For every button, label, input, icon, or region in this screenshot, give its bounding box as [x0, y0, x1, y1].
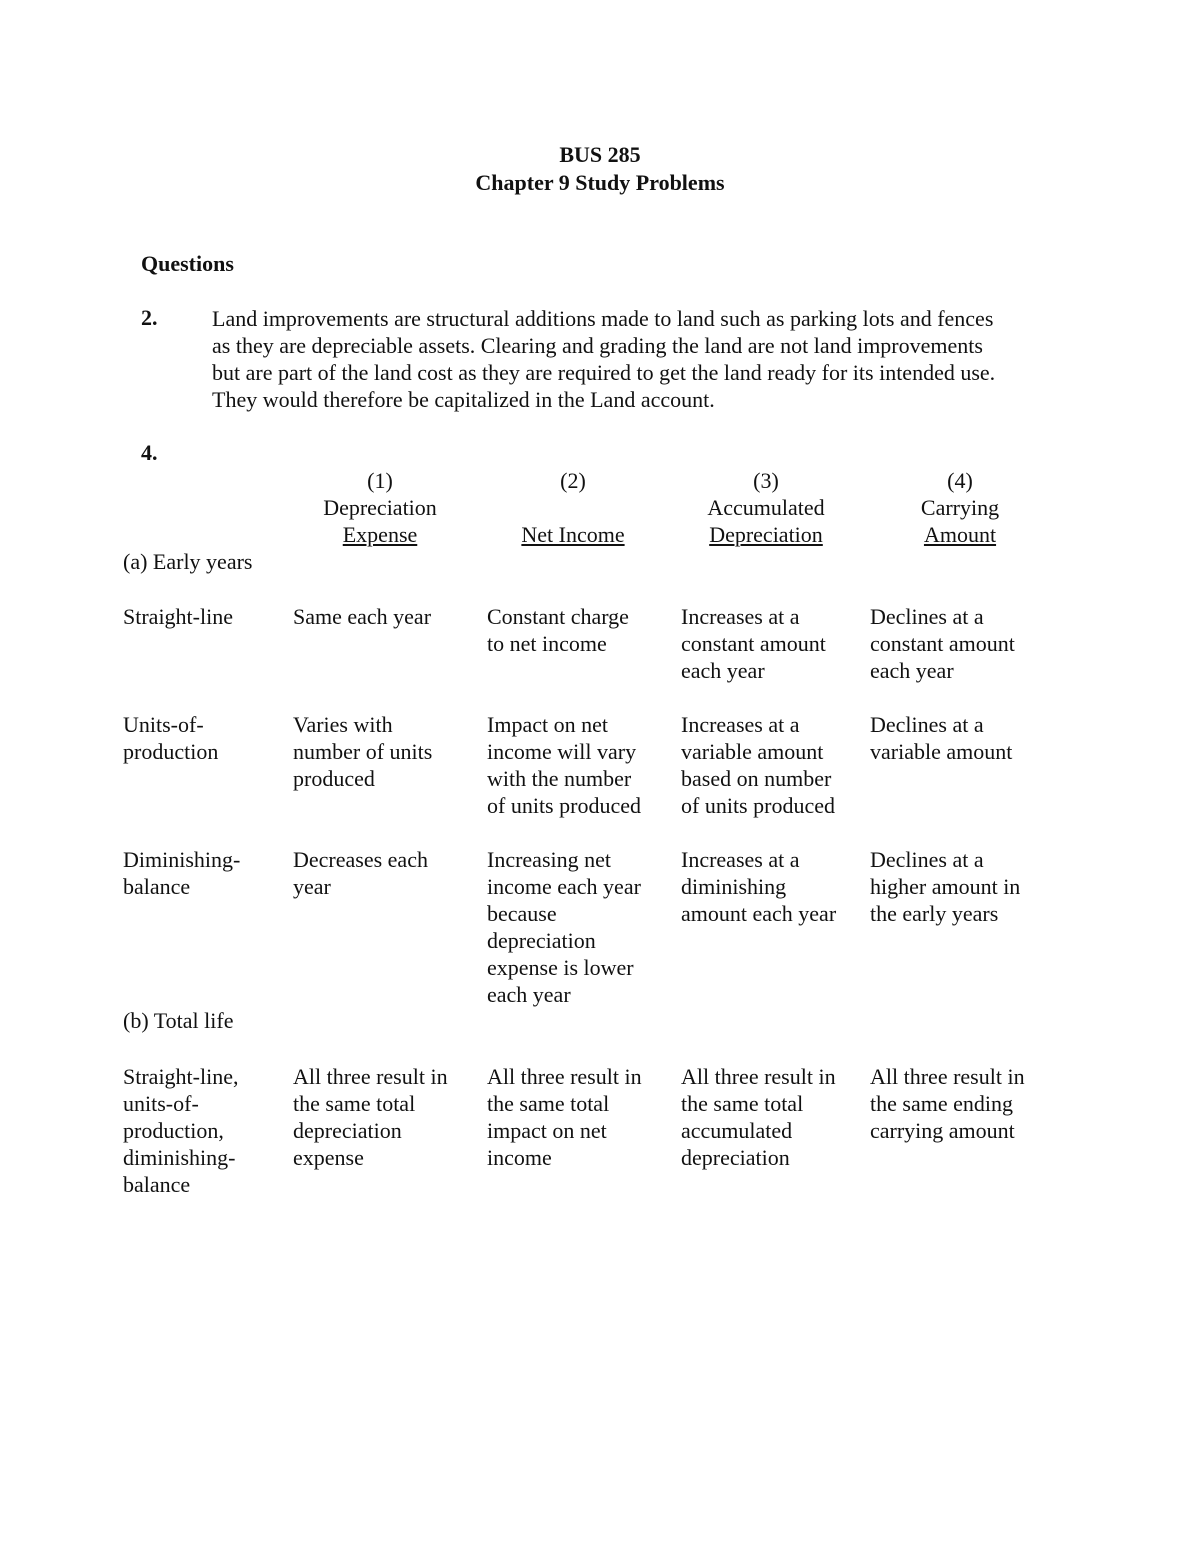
cell-line: based on number	[681, 766, 832, 791]
column-number: (4)	[947, 468, 973, 493]
section-total-life: (b) Total life	[123, 1008, 234, 1033]
cell-accumulated-depreciation	[681, 1063, 836, 1171]
cell-line: Constant charge	[487, 604, 629, 629]
cell-line: the same ending	[870, 1091, 1013, 1116]
column-title-underlined: Net Income	[521, 522, 625, 547]
cell-line: the same total	[681, 1091, 804, 1116]
page-title: Chapter 9 Study Problems	[475, 170, 725, 195]
cell-net-income	[487, 846, 641, 1008]
cell-line: depreciation	[293, 1118, 402, 1143]
cell-line: Decreases each	[293, 847, 428, 872]
column-header-carrying-amount	[870, 467, 1050, 548]
column-title-underlined: Amount	[923, 522, 997, 547]
cell-line: expense	[293, 1145, 364, 1170]
column-number: (1)	[367, 468, 393, 493]
cell-net-income	[487, 1063, 642, 1171]
cell-carrying-amount	[870, 603, 1015, 684]
question-2-line: but are part of the land cost as they are required to get the land ready for its intended use.	[212, 360, 996, 385]
cell-line: expense is lower	[487, 955, 634, 980]
cell-line: the same total	[293, 1091, 416, 1116]
cell-line: to net income	[487, 631, 607, 656]
row-label-line: Diminishing-	[123, 847, 241, 872]
question-2-line: They would therefore be capitalized in the Land account.	[212, 387, 715, 412]
row-label-line: balance	[123, 874, 191, 899]
cell-line: of units produced	[487, 793, 641, 818]
cell-line: Increasing net	[487, 847, 611, 872]
cell-carrying-amount	[870, 711, 1012, 765]
cell-line: variable amount	[870, 739, 1013, 764]
question-2-answer	[212, 305, 1072, 413]
column-title-line: Carrying	[920, 495, 1000, 520]
question-4-number: 4.	[141, 440, 158, 465]
cell-accumulated-depreciation	[681, 603, 826, 684]
cell-line: constant amount	[681, 631, 826, 656]
row-label-line: diminishing-	[123, 1145, 236, 1170]
cell-line: income will vary	[487, 739, 637, 764]
column-number: (3)	[753, 468, 779, 493]
cell-line: depreciation	[681, 1145, 790, 1170]
cell-line: higher amount in	[870, 874, 1021, 899]
cell-line: impact on net	[487, 1118, 607, 1143]
course-code: BUS 285	[559, 142, 641, 167]
cell-line: of units produced	[681, 793, 835, 818]
cell-line: All three result in	[293, 1064, 448, 1089]
cell-line: All three result in	[870, 1064, 1025, 1089]
cell-line: accumulated	[681, 1118, 793, 1143]
cell-line: depreciation	[487, 928, 596, 953]
cell-line: Increases at a	[681, 604, 800, 629]
cell-line: Same each year	[293, 604, 432, 629]
cell-line: All three result in	[681, 1064, 836, 1089]
column-title-line: Depreciation	[323, 495, 437, 520]
row-label-line: Straight-line	[123, 604, 233, 629]
cell-line: with the number	[487, 766, 632, 791]
column-title-line: Accumulated	[707, 495, 825, 520]
column-title-underlined: Depreciation	[709, 522, 823, 547]
section-title: Questions	[141, 251, 234, 276]
cell-depreciation-expense	[293, 1063, 448, 1171]
cell-line: year	[293, 874, 331, 899]
cell-line: variable amount	[681, 739, 824, 764]
cell-line: each year	[681, 658, 765, 683]
column-header-accumulated-depreciation	[676, 467, 856, 548]
cell-carrying-amount	[870, 1063, 1025, 1144]
cell-line: number of units	[293, 739, 433, 764]
cell-line: diminishing	[681, 874, 787, 899]
cell-line: the same total	[487, 1091, 610, 1116]
cell-depreciation-expense	[293, 603, 431, 630]
column-header-net-income	[483, 467, 663, 548]
cell-line: Impact on net	[487, 712, 608, 737]
section-early-years: (a) Early years	[123, 549, 253, 574]
row-label-units-of-production	[123, 711, 218, 765]
cell-line: Declines at a	[870, 712, 984, 737]
cell-line: each year	[870, 658, 954, 683]
cell-line: because	[487, 901, 557, 926]
row-label-line: production,	[123, 1118, 224, 1143]
column-title-line	[483, 494, 663, 521]
column-header-depreciation-expense	[290, 467, 470, 548]
cell-line: Declines at a	[870, 847, 984, 872]
cell-line: each year	[487, 982, 571, 1007]
cell-carrying-amount	[870, 846, 1020, 927]
cell-line: Increases at a	[681, 712, 800, 737]
row-label-line: balance	[123, 1172, 191, 1197]
cell-line: the early years	[870, 901, 999, 926]
cell-depreciation-expense	[293, 846, 428, 900]
cell-line: amount each year	[681, 901, 837, 926]
row-label-all-methods	[123, 1063, 238, 1198]
cell-net-income	[487, 603, 629, 657]
row-label-straight-line	[123, 603, 233, 630]
question-2-line: as they are depreciable assets. Clearing and grading the land are not land improvements	[212, 333, 983, 358]
question-2-number: 2.	[141, 305, 158, 330]
row-label-line: units-of-	[123, 1091, 199, 1116]
cell-line: produced	[293, 766, 375, 791]
row-label-line: production	[123, 739, 219, 764]
cell-line: income	[487, 1145, 552, 1170]
column-number: (2)	[560, 468, 586, 493]
cell-depreciation-expense	[293, 711, 432, 792]
cell-line: carrying amount	[870, 1118, 1015, 1143]
cell-line: Increases at a	[681, 847, 800, 872]
cell-line: constant amount	[870, 631, 1015, 656]
cell-line: All three result in	[487, 1064, 642, 1089]
row-label-line: Straight-line,	[123, 1064, 239, 1089]
cell-line: Varies with	[293, 712, 393, 737]
column-title-underlined: Expense	[342, 522, 418, 547]
cell-line: Declines at a	[870, 604, 984, 629]
row-label-diminishing-balance	[123, 846, 240, 900]
question-2-line: Land improvements are structural additions made to land such as parking lots and fences	[212, 306, 994, 331]
cell-accumulated-depreciation	[681, 711, 835, 819]
cell-net-income	[487, 711, 641, 819]
row-label-line: Units-of-	[123, 712, 204, 737]
cell-line: income each year	[487, 874, 641, 899]
cell-accumulated-depreciation	[681, 846, 836, 927]
